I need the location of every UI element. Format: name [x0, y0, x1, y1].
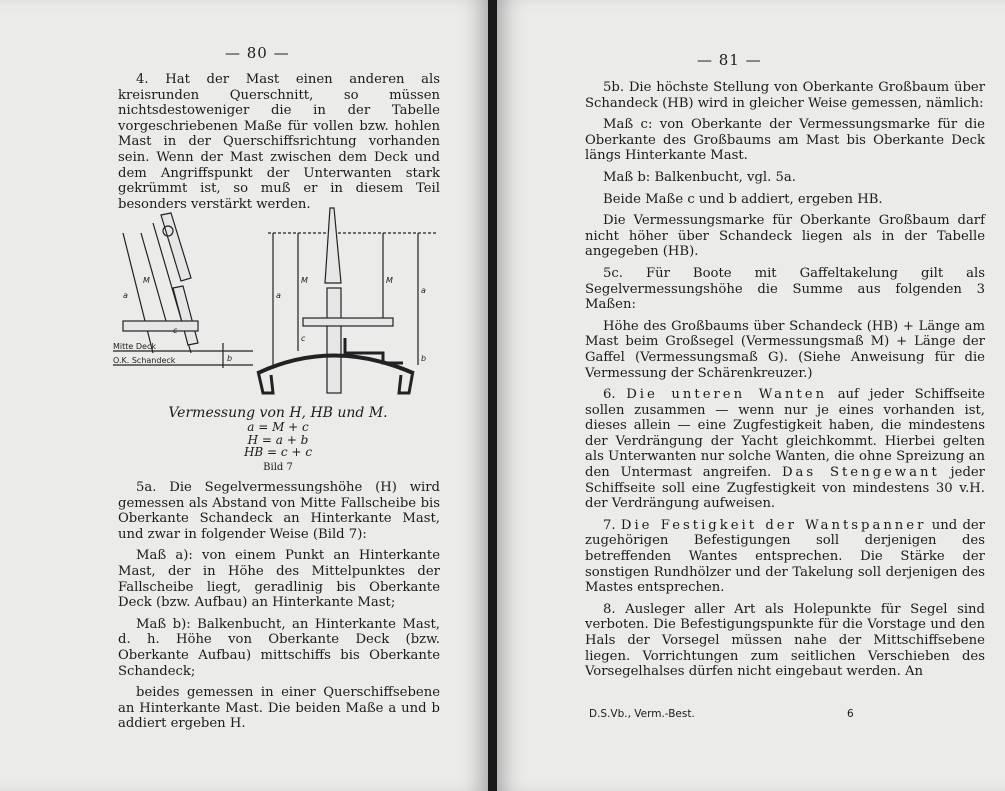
equation-2: H = a + b [247, 432, 309, 447]
paragraph-6 [585, 387, 985, 512]
right-page [497, 0, 1005, 791]
marke-paragraph: Die Vermessungsmarke für Oberkante Großbaum darf nicht höher über Schandeck liegen als in der Tabelle angegeben (HB). [585, 213, 985, 260]
paragraph-8: 8. Ausleger aller Art als Holepunkte für Segel sind verboten. Die Befestigungspunkte für die Vorstage und den Hals der Vorsegel müssen nahe der Mittschiffsebene liegen. Vorrichtungen zum seitlichen Verschieben des Vorsegelhalses dürfen nicht eingebaut werden. An [585, 601, 985, 680]
right-boom [303, 318, 393, 326]
label-c2-right: M [386, 276, 393, 285]
page-number-right: — 81 — [697, 51, 762, 69]
figure-label: Bild 7 [263, 461, 293, 473]
para6-heading: Die unteren Wanten [626, 387, 828, 403]
caption-title: Vermessung von H, HB und M. [168, 405, 388, 421]
label-b-right: b [421, 354, 427, 363]
paragraph-5c: 5c. Für Boote mit Gaffeltakelung gilt als Segelvermessungshöhe die Summe aus folgenden 3 Maßen: [585, 265, 985, 313]
page-number-left: — 80 — [225, 44, 290, 62]
hoehe-paragraph: Höhe des Großbaums über Schandeck (HB) + Länge am Mast beim Großsegel (Vermessungsmaß M) + Länge der Gaffel (Vermessungsmaß G). (Siehe Anweisung für die Vermessung der Schärenkreuzer.) [585, 318, 985, 381]
footer-sheet-number: 6 [847, 708, 854, 720]
paragraph-4: 4. Hat der Mast einen anderen als kreisrunden Querschnitt, so müssen nichtsdestoweniger die in der Tabelle vorgeschriebenen Maße für vollen bzw. hohlen Mast in der Querschiffsrichtung vorhanden sein. Wenn der Mast zwischen dem Deck und dem Angriffspunkt der Unterwanten stark gekrümmt ist, so muß er in diesem Teil besonders verstärkt werden. [118, 72, 440, 212]
right-text [585, 80, 985, 686]
left-gunwale [258, 371, 273, 393]
left-page [0, 0, 488, 791]
para7-number: 7. [603, 517, 616, 533]
figure-caption [113, 405, 443, 473]
right-mast-top [325, 208, 341, 283]
left-boom [123, 321, 198, 331]
mass-b-right: Maß b: Balkenbucht, vgl. 5a. [603, 169, 796, 185]
para6-text-b: jeder Schiffseite soll eine Zugfestigkeit von mindestens 30 v.H. der Verdrängung aufweisen. [585, 465, 985, 512]
label-a-left: a [123, 291, 128, 300]
equation-1: a = M + c [247, 420, 309, 434]
label-m-left: M [143, 276, 150, 285]
mass-c: Maß c: von Oberkante der Vermessungsmarke für die Oberkante des Großbaums am Mast bis Oberkante Deck längs Hinterkante Mast. [585, 117, 985, 164]
beide-paragraph: Beide Maße c und b addiert, ergeben HB. [603, 191, 883, 207]
label-a-right: a [276, 291, 281, 300]
right-gunwale [399, 371, 413, 393]
label-c-right: c [301, 334, 306, 343]
para7-text: und der zugehörigen Befestigungen soll derjenigen des betreffenden Wantes entsprechen. Die Stärke der sonstigen Rundhölzer und der Takelung soll derjenigen des Mastes entsprechen. [585, 517, 985, 596]
left-top-text [118, 72, 440, 218]
right-mast-lower [327, 288, 341, 393]
mass-a: Maß a): von einem Punkt an Hinterkante Mast, der in Höhe des Mittelpunktes der Fallscheibe liegt, geradlinig bis Oberkante Deck (bzw. Aufbau) an Hinterkante Mast; [118, 548, 440, 611]
left-mast-lower [173, 286, 198, 345]
paragraph-5b: 5b. Die höchste Stellung von Oberkante Großbaum über Schandeck (HB) wird in gleicher Weise gemessen, nämlich: [585, 80, 985, 111]
label-b-left: b [227, 354, 233, 363]
paragraph-5a: 5a. Die Segelvermessungshöhe (H) wird gemessen als Abstand von Mitte Fallscheibe bis Oberkante Schandeck an Hinterkante Mast, und zwar in folgender Weise (Bild 7): [118, 480, 440, 542]
mast-measurement-figure [113, 203, 443, 413]
label-a2-right: a [421, 286, 426, 295]
para7-heading: Die Festigkeit der Wantspanner [620, 517, 927, 533]
footer-left: D.S.Vb., Verm.-Best. [589, 708, 695, 720]
beides-paragraph: beides gemessen in einer Querschiffsebene an Hinterkante Mast. Die beiden Maße a und b addiert ergeben H. [118, 685, 440, 732]
para6-text-a: auf jeder Schiffseite sollen zusammen — wenn nur je eines vorhanden ist, dieses allein — eine Zugfestigkeit haben, die mindestens der Verdrängung der Yacht gleichkommt. Hierbei gelten als Unterwanten nur solche Wanten, die ohne Spreizung an den Untermast angreifen. [585, 387, 985, 481]
label-c-left: c [173, 326, 178, 335]
para6-number: 6. [603, 387, 616, 403]
left-mast-top [161, 213, 191, 281]
equation-3: HB = c + c [243, 445, 313, 459]
mitte-deck-label: Mitte Deck [113, 342, 156, 351]
mass-b-left: Maß b): Balkenbucht, an Hinterkante Mast, d. h. Höhe von Oberkante Deck (bzw. Oberkante Aufbau) mittschiffs bis Oberkante Schandeck; [118, 616, 440, 679]
left-bottom-text [118, 480, 440, 738]
label-m-right: M [301, 276, 308, 285]
paragraph-7 [585, 518, 985, 596]
ok-schandeck-label: O.K. Schandeck [113, 356, 176, 365]
para6-heading-2: Das Stengewant [781, 465, 940, 481]
